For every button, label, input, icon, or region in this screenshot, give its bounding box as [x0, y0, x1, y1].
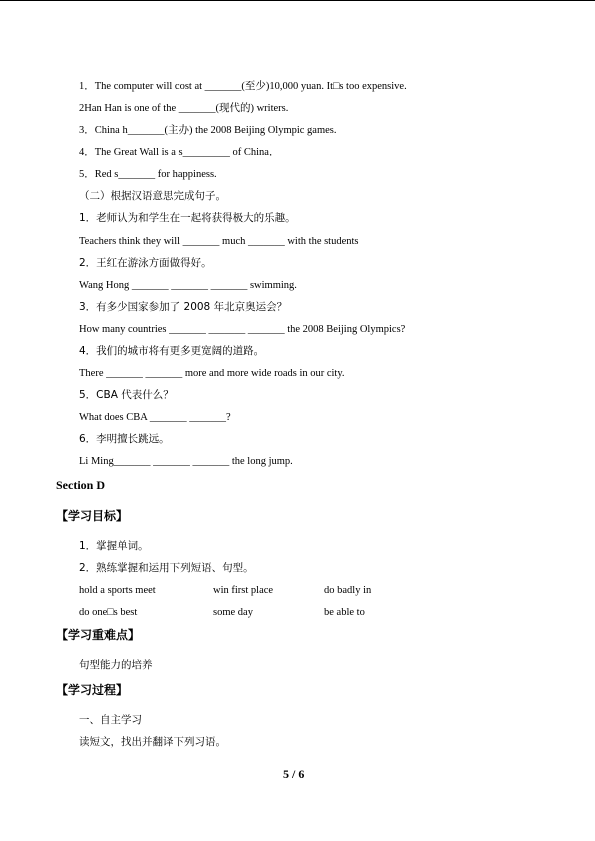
exercise-line: 3．China h_______(主办) the 2008 Beijing Olympic games. [79, 125, 337, 136]
exercise-line: What does CBA _______ _______? [79, 412, 231, 423]
key-points-text: 句型能力的培养 [79, 659, 153, 671]
exercise-prompt-cn: 5．CBA 代表什么？ [79, 389, 174, 401]
process-header: 【学习过程】 [56, 683, 129, 697]
goals-header: 【学习目标】 [56, 509, 129, 523]
exercise-line: Teachers think they will _______ much _______ with the students [79, 236, 359, 247]
phrase-item: hold a sports meet [79, 585, 156, 596]
exercise-line: 5．Red s_______ for happiness. [79, 169, 217, 180]
exercise-line: There _______ _______ more and more wide roads in our city. [79, 368, 345, 379]
process-step: 一、自主学习 [79, 714, 142, 726]
exercise-line: How many countries _______ _______ _______ the 2008 Beijing Olympics? [79, 324, 406, 335]
exercise-prompt-cn: 1．老师认为和学生在一起将获得极大的乐趣。 [79, 212, 296, 224]
exercise-prompt-cn: 6．李明擅长跳远。 [79, 433, 170, 445]
phrase-item: win first place [213, 585, 274, 596]
phrase-item: be able to [324, 607, 365, 618]
phrase-item: do one□s best [79, 607, 138, 618]
section-title: Section D [56, 478, 105, 492]
exercise-line: 2Han Han is one of the _______(现代的) writers. [79, 103, 289, 114]
exercise-heading: （二）根据汉语意思完成句子。 [79, 190, 226, 202]
key-points-header: 【学习重难点】 [56, 628, 141, 642]
exercise-prompt-cn: 4．我们的城市将有更多更宽阔的道路。 [79, 345, 265, 357]
exercise-line: 4．The Great Wall is a s_________ of China． [79, 147, 280, 158]
goal-item: 2．熟练掌握和运用下列短语、句型。 [79, 562, 254, 574]
goal-item: 1．掌握单词。 [79, 540, 149, 552]
phrase-item: do badly in [324, 585, 372, 596]
exercise-line: Li Ming_______ _______ _______ the long jump. [79, 456, 293, 467]
process-instruction: 读短文，找出并翻译下列习语。 [79, 736, 226, 748]
phrase-item: some day [213, 607, 253, 618]
exercise-line: 1．The computer will cost at _______(至少)10,000 yuan. It□s too expensive. [79, 81, 407, 92]
page-number: 5 / 6 [283, 767, 305, 781]
exercise-prompt-cn: 3．有多少国家参加了 2008 年北京奥运会？ [79, 301, 288, 313]
exercise-line: Wang Hong _______ _______ _______ swimming. [79, 280, 297, 291]
page-top-border [0, 0, 595, 1]
exercise-prompt-cn: 2．王红在游泳方面做得好。 [79, 257, 212, 269]
